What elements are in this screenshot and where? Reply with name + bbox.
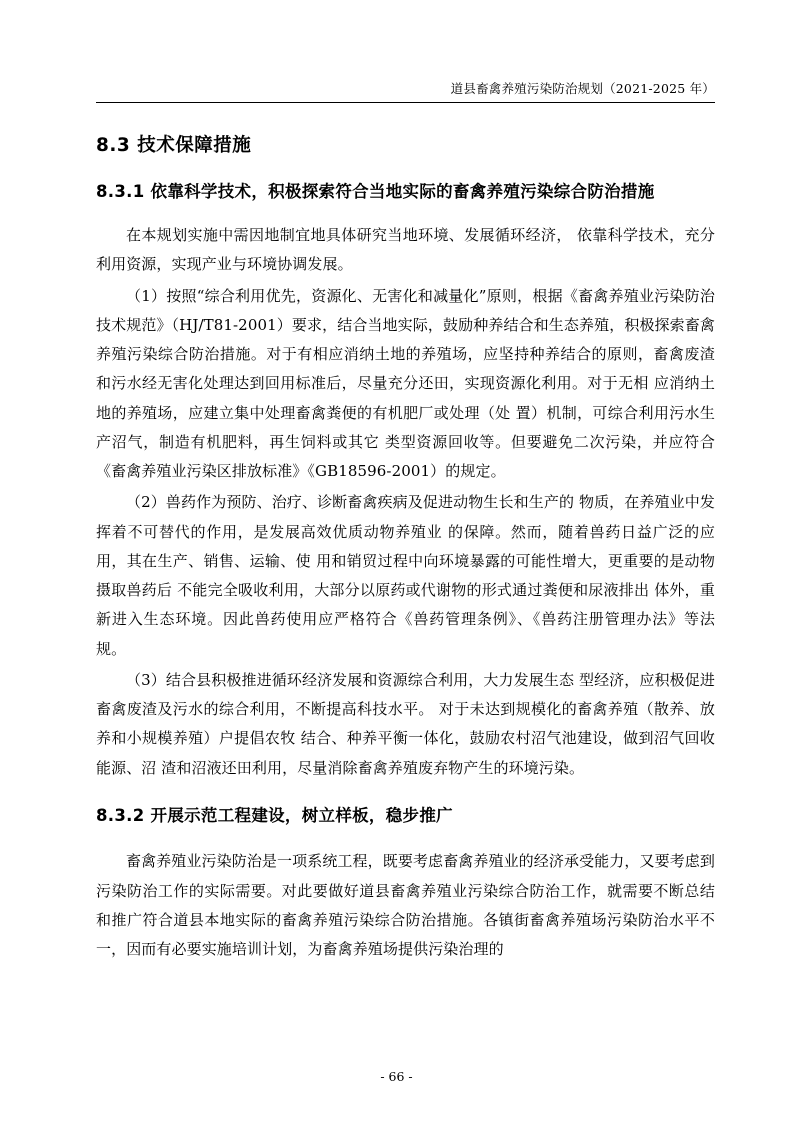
paragraph: 畜禽养殖业污染防治是一项系统工程，既要考虑畜禽养殖业的经济承受能力，又要考虑到污染防治工作的实际需要。对此要做好道县畜禽养殖业污染综合防治工作，就需要不断总结和推广符合道县本地实际的畜禽养殖污染综合防治措施。各镇街畜禽养殖场污染防治水平不一，因而有必要实施培训计划，为畜禽养殖场提供污染治理的 [96,852,715,959]
section-heading-8-3: 8.3 技术保障措施 [96,134,252,156]
paragraph: （2）兽药作为预防、治疗、诊断畜禽疾病及促进动物生长和生产的 物质，在养殖业中发挥着不可替代的作用，是发展高效优质动物养殖业 的保障。然而，随着兽药日益广泛的应用，其在生产、销售、运输、使 用和销贸过程中向环境暴露的可能性增大，更重要的是动物摄取兽药后 不能完全吸收利用，大部分以原药或代谢物的形式通过粪便和尿液排出 体外，重新进入生态环境。因此兽药使用应严格符合《兽药管理条例》、《兽药注册管理办法》等法规。 [96,493,715,658]
page-content [96,80,715,1062]
subsection-heading-8-3-1: 8.3.1 依靠科学技术，积极探索符合当地实际的畜禽养殖污染综合防治措施 [96,181,655,201]
paragraph: （1）按照“综合利用优先，资源化、无害化和减量化”原则，根据《畜禽养殖业污染防治技术规范》（HJ/T81-2001）要求，结合当地实际，鼓励种养结合和生态养殖，积极探索畜禽养殖污染综合防治措施。对于有相应消纳土地的养殖场，应坚持种养结合的原则，畜禽废渣和污水经无害化处理达到回用标准后，尽量充分还田，实现资源化利用。对于无相 应消纳土地的养殖场，应建立集中处理畜禽粪便的有机肥厂或处理（处 置）机制，可综合利用污水生产沼气，制造有机肥料，再生饲料或其它 类型资源回收等。但要避免二次污染，并应符合《畜禽养殖业污染区排放标准》《GB18596-2001）的规定。 [96,286,715,481]
paragraph: （3）结合县积极推进循环经济发展和资源综合利用，大力发展生态 型经济，应积极促进畜禽废渣及污水的综合利用，不断提高科技水平。 对于未达到规模化的畜禽养殖（散养、放养和小规模养殖）户提倡农牧 结合、种养平衡一体化，鼓励农村沼气池建设，做到沼气回收能源、沼 渣和沼液还田利用，尽量消除畜禽养殖废弃物产生的环境污染。 [96,670,715,777]
subsection-heading-8-3-2: 8.3.2 开展示范工程建设，树立样板，稳步推广 [96,805,453,825]
paragraph: 在本规划实施中需因地制宜地具体研究当地环境、发展循环经济， 依靠科学技术，充分利用资源，实现产业与环境协调发展。 [96,226,715,274]
page-number: - 66 - [380,1069,413,1084]
page-header: 道县畜禽养殖污染防治规划（2021-2025 年） [450,81,715,96]
header-divider [96,102,715,103]
